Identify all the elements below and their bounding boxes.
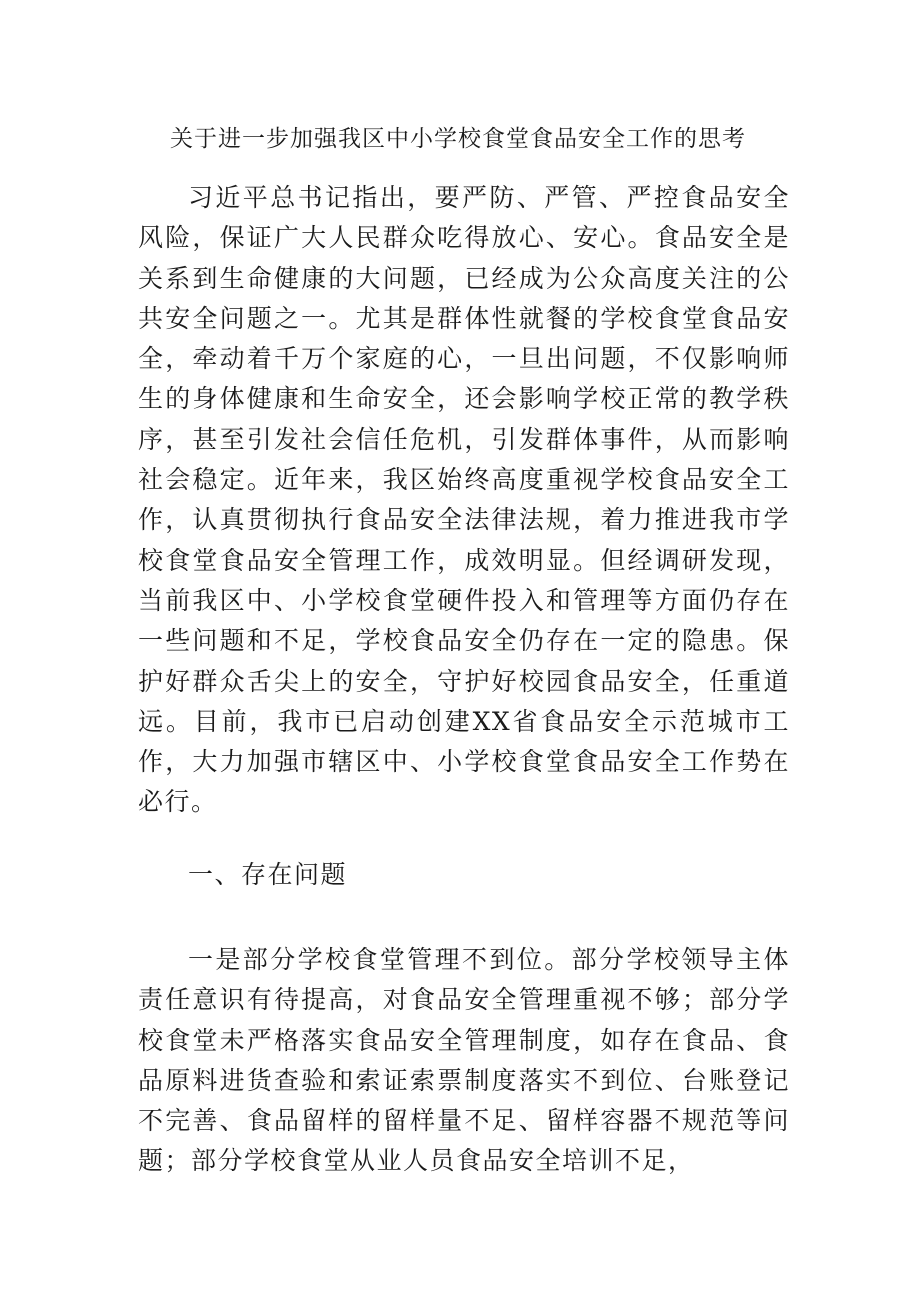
intro-paragraph: 习近平总书记指出，要严防、严管、严控食品安全风险，保证广大人民群众吃得放心、安心。食品安全是关系到生命健康的大问题，已经成为公众高度关注的公共安全问题之一。尤其是群体性就餐的学校食堂食品安全，牵动着千万个家庭的心，一旦出问题，不仅影响师生的身体健康和生命安全，还会影响学校正常的教学秩序，甚至引发社会信任危机，引发群体事件，从而影响社会稳定。近年来，我区始终高度重视学校食品安全工作，认真贯彻执行食品安全法律法规，着力推进我市学校食堂食品安全管理工作，成效明显。但经调研发现，当前我区中、小学校食堂硬件投入和管理等方面仍存在一些问题和不足，学校食品安全仍存在一定的隐患。保护好群众舌尖上的安全，守护好校园食品安全，任重道远。目前，我市已启动创建XX省食品安全示范城市工作，大力加强市辖区中、小学校食堂食品安全工作势在必行。 — [138, 183, 790, 817]
section-heading: 一、存在问题 — [188, 860, 348, 889]
section-paragraph: 一是部分学校食堂管理不到位。部分学校领导主体责任意识有待提高，对食品安全管理重视不够；部分学校食堂未严格落实食品安全管理制度，如存在食品、食品原料进货查验和索证索票制度落实不到位、台账登记不完善、食品留样的留样量不足、留样容器不规范等问题；部分学校食堂从业人员食品安全培训不足， — [138, 945, 790, 1176]
document-title: 关于进一步加强我区中小学校食堂食品安全工作的思考 — [170, 126, 746, 152]
